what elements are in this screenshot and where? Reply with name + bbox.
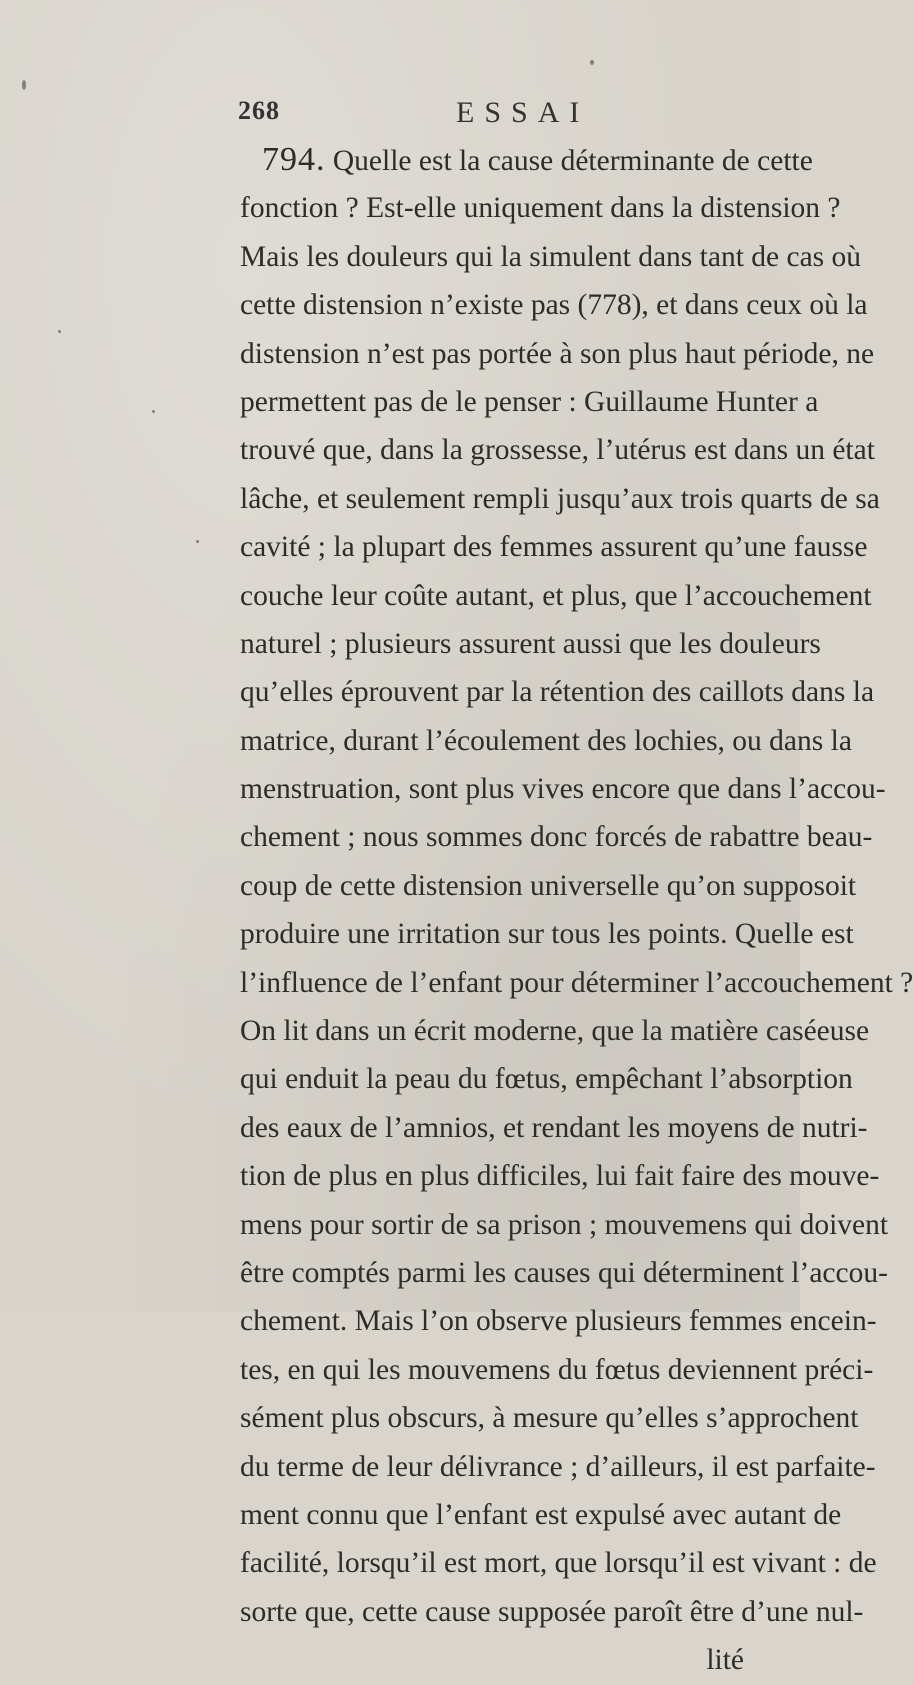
text-line: tion de plus en plus difficiles, lui fait faire des mouve-: [240, 1160, 880, 1193]
running-title: ESSAI: [456, 96, 590, 129]
text-line: facilité, lorsqu’il est mort, que lorsqu’il est vivant : de: [240, 1547, 877, 1580]
paper-speck: [58, 330, 61, 333]
text-line: fonction ? Est-elle uniquement dans la distension ?: [240, 192, 841, 225]
paper-speck: [152, 410, 155, 413]
text-line: tes, en qui les mouvemens du fœtus deviennent préci-: [240, 1353, 874, 1386]
line-text: Quelle est la cause déterminante de cette: [332, 145, 813, 177]
text-line: matrice, durant l’écoulement des lochies, ou dans la: [240, 724, 852, 757]
text-line: lâche, et seulement rempli jusqu’aux trois quarts de sa: [240, 482, 880, 515]
paper-speck: [196, 540, 199, 543]
text-line: menstruation, sont plus vives encore que dans l’accou-: [240, 773, 886, 806]
text-line: cette distension n’existe pas (778), et dans ceux où la: [240, 289, 868, 322]
text-line: ment connu que l’enfant est expulsé avec autant de: [240, 1498, 842, 1531]
text-line: chement. Mais l’on observe plusieurs femmes encein-: [240, 1305, 877, 1338]
text-line: [240, 136, 813, 184]
text-line: être comptés parmi les causes qui déterminent l’accou-: [240, 1256, 888, 1289]
paragraph-number: 794.: [262, 141, 326, 178]
text-line: mens pour sortir de sa prison ; mouvemens qui doivent: [240, 1208, 889, 1241]
text-line: distension n’est pas portée à son plus haut période, ne: [240, 337, 875, 370]
text-line: sorte que, cette cause supposée paroît être d’une nul-: [240, 1595, 864, 1628]
text-line: permettent pas de le penser : Guillaume Hunter a: [240, 385, 819, 418]
text-line: du terme de leur délivrance ; d’ailleurs, il est parfaite-: [240, 1450, 876, 1483]
text-line: naturel ; plusieurs assurent aussi que les douleurs: [240, 627, 821, 660]
page-number: 268: [238, 96, 280, 125]
text-line: coup de cette distension universelle qu’on supposoit: [240, 869, 857, 902]
text-line: qui enduit la peau du fœtus, empêchant l’absorption: [240, 1063, 853, 1096]
text-line: trouvé que, dans la grossesse, l’utérus est dans un état: [240, 434, 875, 467]
catchword: lité: [706, 1644, 744, 1677]
paper-speck: [22, 80, 26, 90]
text-line: sément plus obscurs, à mesure qu’elles s’approchent: [240, 1402, 859, 1435]
page-header: [238, 96, 718, 136]
text-line: On lit dans un écrit moderne, que la matière caséeuse: [240, 1015, 870, 1048]
text-line: cavité ; la plupart des femmes assurent qu’une fausse: [240, 531, 868, 564]
text-line: chement ; nous sommes donc forcés de rabattre beau-: [240, 821, 873, 854]
text-line: Mais les douleurs qui la simulent dans tant de cas où: [240, 240, 862, 273]
paper-speck: [590, 60, 594, 65]
text-line: des eaux de l’amnios, et rendant les moyens de nutri-: [240, 1111, 868, 1144]
text-line: couche leur coûte autant, et plus, que l’accouchement: [240, 579, 872, 612]
text-line: qu’elles éprouvent par la rétention des caillots dans la: [240, 676, 875, 709]
body-text: [240, 136, 913, 1685]
text-line: produire une irritation sur tous les points. Quelle est: [240, 918, 854, 951]
text-line: l’influence de l’enfant pour déterminer l’accouchement ?: [240, 966, 913, 999]
